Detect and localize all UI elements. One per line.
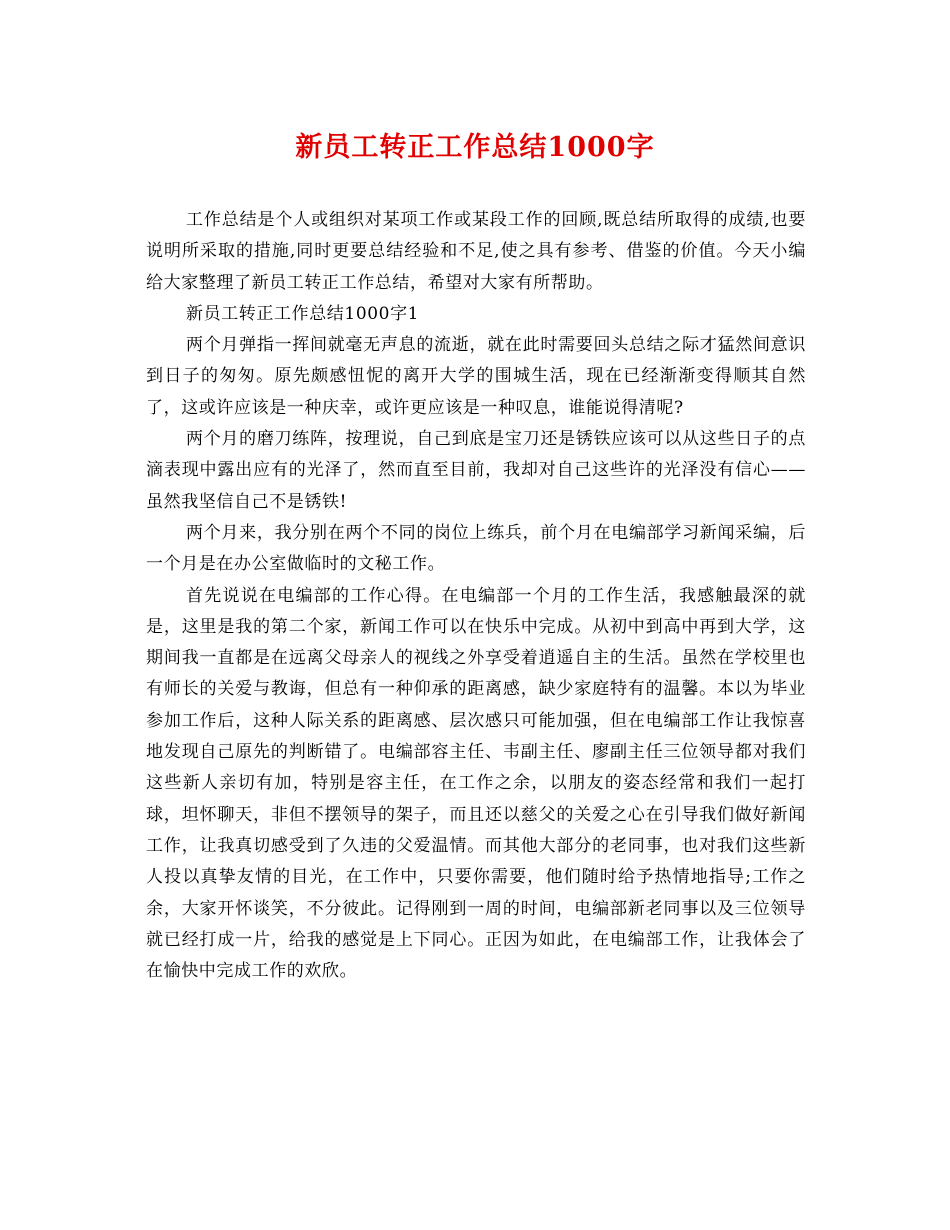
body-paragraph: 两个月的磨刀练阵，按理说，自己到底是宝刀还是锈铁应该可以从这些日子的点滴表现中露出应有的光泽了，然而直至目前，我却对自己这些许的光泽没有信心——虽然我坚信自己不是锈铁! bbox=[146, 429, 806, 512]
intro-paragraph: 工作总结是个人或组织对某项工作或某段工作的回顾,既总结所取得的成绩,也要说明所采取的措施,同时更要总结经验和不足,使之具有参考、借鉴的价值。今天小编给大家整理了新员工转正工作总结，希望对大家有所帮助。 bbox=[146, 210, 806, 293]
section-heading: 新员工转正工作总结1000字1 bbox=[186, 303, 420, 324]
document-title: 新员工转正工作总结1000字 bbox=[295, 132, 655, 163]
document-body bbox=[146, 205, 806, 987]
body-paragraph: 两个月来，我分别在两个不同的岗位上练兵，前个月在电编部学习新闻采编，后一个月是在办公室做临时的文秘工作。 bbox=[146, 522, 806, 575]
body-paragraph: 两个月弹指一挥间就毫无声息的流逝，就在此时需要回头总结之际才猛然间意识到日子的匆匆。原先颇感忸怩的离开大学的围城生活，现在已经渐渐变得顺其自然了，这或许应该是一种庆幸，或许更应该是一种叹息，谁能说得清呢? bbox=[146, 335, 806, 418]
body-paragraph: 首先说说在电编部的工作心得。在电编部一个月的工作生活，我感触最深的就是，这里是我的第二个家，新闻工作可以在快乐中完成。从初中到高中再到大学，这期间我一直都是在远离父母亲人的视线之外享受着逍遥自主的生活。虽然在学校里也有师长的关爱与教诲，但总有一种仰承的距离感，缺少家庭特有的温馨。本以为毕业参加工作后，这种人际关系的距离感、层次感只可能加强，但在电编部工作让我惊喜地发现自己原先的判断错了。电编部容主任、韦副主任、廖副主任三位领导都对我们这些新人亲切有加，特别是容主任，在工作之余，以朋友的姿态经常和我们一起打球，坦怀聊天，非但不摆领导的架子，而且还以慈父的关爱之心在引导我们做好新闻工作，让我真切感受到了久违的父爱温情。而其他大部分的老同事，也对我们这些新人投以真挚友情的目光，在工作中，只要你需要，他们随时给予热情地指导;工作之余，大家开怀谈笑，不分彼此。记得刚到一周的时间，电编部新老同事以及三位领导就已经打成一片，给我的感觉是上下同心。正因为如此，在电编部工作，让我体会了在愉快中完成工作的欢欣。 bbox=[146, 585, 806, 982]
